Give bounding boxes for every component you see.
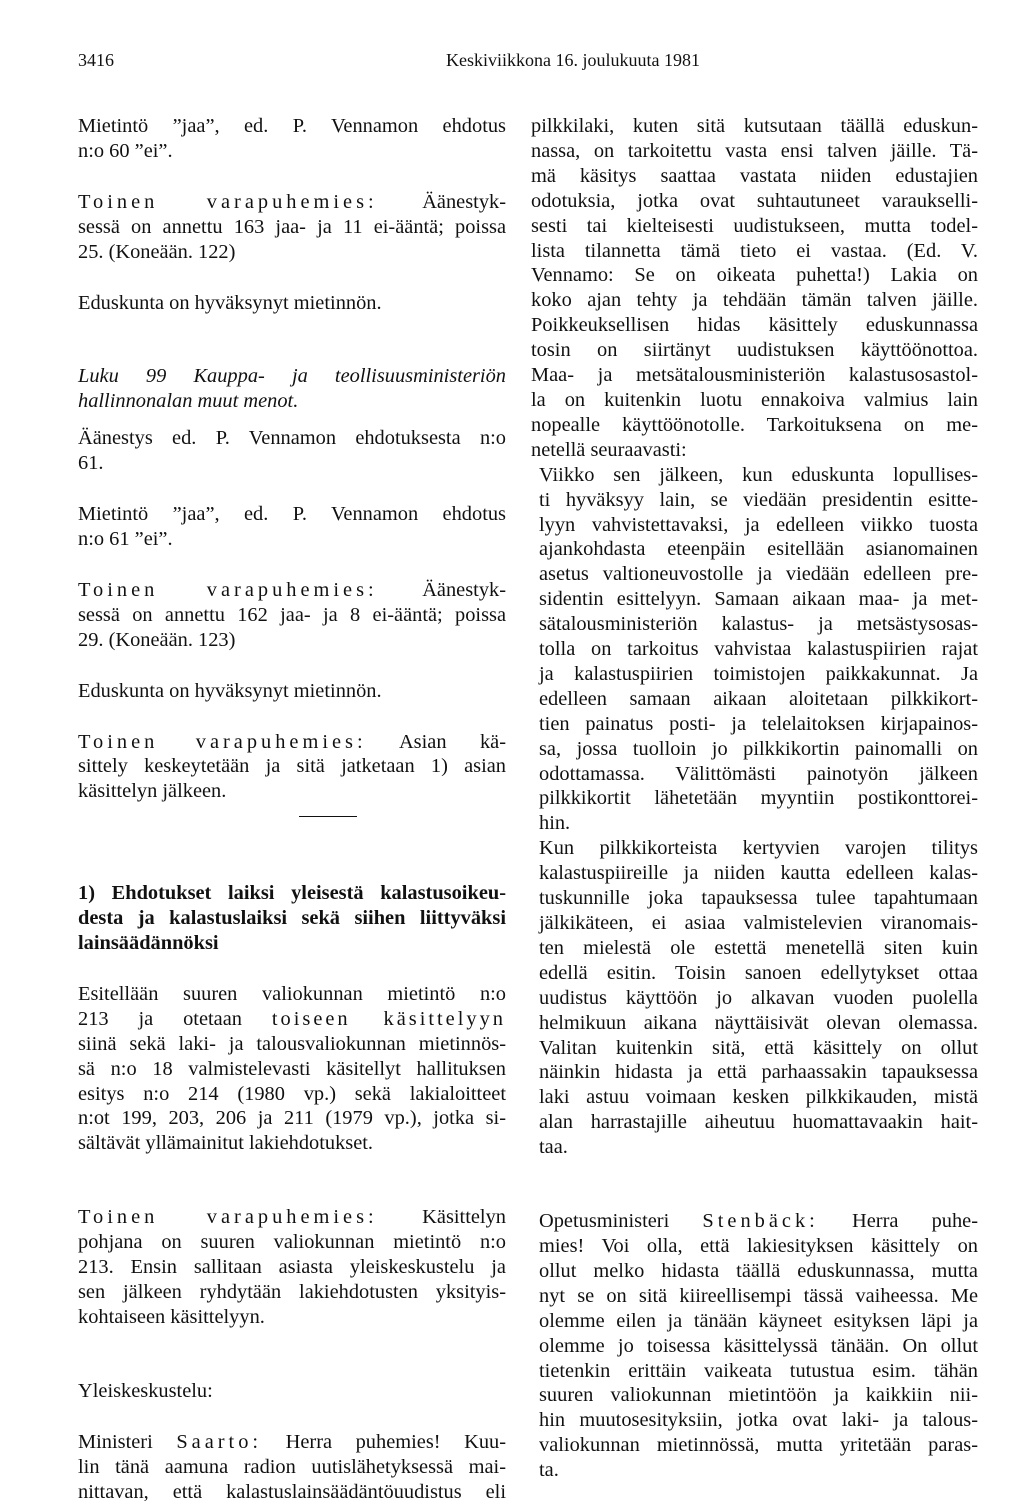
text-line: edelleen samaan aikaan aloitetaan pilkkikort- bbox=[539, 687, 978, 710]
text-line: hin muutosesityksiin, jotka ovat laki- ja talous- bbox=[539, 1409, 978, 1432]
text-line: ten mielestä ole estettä menetellä siten kuin bbox=[539, 936, 978, 959]
text-line: hin. bbox=[539, 812, 571, 835]
text-line: Esitellään suuren valiokunnan mietintö n:o bbox=[78, 982, 506, 1005]
text-line: lin tänä aamuna radion uutislähetyksessä mai- bbox=[78, 1455, 506, 1478]
text-line: sessä on annettu 162 jaa- ja 8 ei-ääntä; poissa bbox=[78, 603, 506, 626]
text-line: Eduskunta on hyväksynyt mietinnön. bbox=[78, 291, 382, 314]
text-line: tien painatus posti- ja telelaitoksen kirjapainos- bbox=[539, 712, 978, 735]
text-line: alan harrastajille aiheutuu huomattavaakin hait- bbox=[539, 1111, 978, 1134]
paragraph bbox=[78, 578, 506, 653]
text-line: sidentin esittelyyn. Samaan aikaan maa- ja met- bbox=[539, 588, 978, 611]
paragraph bbox=[78, 982, 506, 1156]
item-heading bbox=[78, 881, 506, 956]
text-line: sä n:o 18 valmistelevasti käsitellyt hallituksen bbox=[78, 1057, 506, 1080]
text-line: nyt se on sitä kiireellisempi tässä vaiheessa. Me bbox=[539, 1284, 978, 1307]
text-line: ta. bbox=[539, 1459, 559, 1482]
text-line: 1) Ehdotukset laiksi yleisestä kalastusoikeu- bbox=[78, 882, 506, 905]
text-line: koko ajan tehty ja tehdään tämän talven jäille. bbox=[531, 289, 978, 312]
text-line: tolla on tarkoitus vahvistaa kalastuspiirien rajat bbox=[539, 638, 978, 661]
speaker-name: Stenbäck: bbox=[702, 1210, 819, 1233]
text-line bbox=[78, 1430, 506, 1455]
paragraph bbox=[78, 1379, 506, 1404]
text-line: näinkin hidasta ja että parhaassakin tapauksessa bbox=[539, 1061, 978, 1084]
text-line: ajankohdasta eteenpäin esitellään asianomainen bbox=[539, 538, 978, 561]
speaker-name: Toinen varapuhemies: bbox=[78, 1206, 378, 1229]
text-line: Eduskunta on hyväksynyt mietinnön. bbox=[78, 679, 382, 702]
paragraph bbox=[78, 426, 506, 476]
text-line: sen jälkeen ryhdytään lakiehdotusten yksityis- bbox=[78, 1281, 506, 1303]
text-line: käsittelyn jälkeen. bbox=[78, 780, 227, 803]
text-line: Poikkeuksellisen hidas käsittely eduskunnassa bbox=[531, 314, 978, 337]
text-span: Herra puhemies! Kuu- bbox=[262, 1430, 506, 1453]
text-line: tosin on siirtänyt uudistuksen käyttöönottoa. bbox=[531, 339, 978, 362]
section-label: Yleiskeskustelu: bbox=[78, 1379, 213, 1402]
text-line: 29. (Koneään. 123) bbox=[78, 628, 236, 651]
speaker-name: Toinen varapuhemies: bbox=[78, 730, 367, 753]
speaker-name: Toinen varapuhemies: bbox=[78, 190, 378, 213]
text-line: Maa- ja metsätalousministeriön kalastusosastol- bbox=[531, 364, 978, 387]
text-line: suuren valiokunnan mietintöön ja kaikkiin nii- bbox=[539, 1384, 978, 1407]
text-line bbox=[78, 730, 506, 755]
paragraph bbox=[78, 1205, 506, 1330]
text-line bbox=[78, 1007, 506, 1032]
text-line: lyyn vahvistettavaksi, ja edelleen viikko tuosta bbox=[539, 513, 978, 536]
text-span: Äänestyk- bbox=[377, 190, 506, 213]
text-line: tietenkin erittäin vaikeata tutustua esim. tähän bbox=[539, 1359, 978, 1382]
text-line: mies! Voi olla, että lakiesityksen käsittely on bbox=[539, 1234, 978, 1257]
paragraph bbox=[78, 679, 506, 704]
left-column bbox=[78, 114, 506, 1504]
text-line: asetus valtioneuvostolle ja viedään edelleen pre- bbox=[539, 563, 978, 586]
text-line: Luku 99 Kauppa- ja teollisuusministeriön bbox=[78, 365, 506, 388]
text-span: Äänestyk- bbox=[377, 578, 506, 601]
text-line: esitys n:o 214 (1980 vp.) sekä lakialoitteet bbox=[78, 1082, 506, 1105]
text-line: tuskunnille joka tapauksessa tulee tapahtumaan bbox=[539, 887, 978, 910]
text-line: 61. bbox=[78, 452, 104, 475]
header-date: Keskiviikkona 16. joulukuuta 1981 bbox=[446, 50, 700, 70]
text-span: Käsittelyn bbox=[377, 1206, 506, 1229]
text-line: ja kalastuspiirien toimistojen paikkakunnat. Ja bbox=[539, 662, 978, 685]
text-line: sa, jossa tuolloin jo pilkkikortin painomalli on bbox=[539, 737, 978, 760]
paragraph bbox=[78, 190, 506, 265]
text-line: nassa, on tarkoitettu vasta ensi talven jäille. Tä- bbox=[531, 139, 978, 162]
text-line: odottamassa. Välittömästi painotyön jälkeen bbox=[539, 762, 978, 785]
paragraph bbox=[78, 502, 506, 552]
text-line: Mietintö ”jaa”, ed. P. Vennamon ehdotus bbox=[78, 503, 506, 526]
text-line: odotuksia, jotka ovat suhtautuneet varaukselli- bbox=[531, 189, 978, 212]
speaker-name: Toinen varapuhemies: bbox=[78, 578, 378, 601]
text-line: taa. bbox=[539, 1136, 568, 1159]
page-number: 3416 bbox=[78, 50, 114, 70]
separator-rule bbox=[299, 816, 357, 817]
text-line: pilkkikortit lähetetään myyntiin postikonttorei- bbox=[539, 787, 978, 810]
text-line: lainsäädännöksi bbox=[78, 932, 219, 955]
text-line bbox=[539, 1209, 978, 1234]
text-line bbox=[78, 190, 506, 215]
text-line: Äänestys ed. P. Vennamon ehdotuksesta n:o bbox=[78, 427, 506, 450]
text-line: sessä on annettu 163 jaa- ja 11 ei-ääntä; poissa bbox=[78, 215, 506, 238]
text-line: lista tilannetta tämä tieto ei vastaa. (Ed. V. bbox=[531, 239, 978, 262]
paragraph bbox=[531, 114, 978, 463]
text-line: mä käsitys saattaa vastata niiden edustajien bbox=[531, 164, 978, 187]
paragraph bbox=[78, 730, 506, 805]
text-line: helmikuun aikana näyttäisivät olevan olemassa. bbox=[539, 1011, 978, 1034]
text-line: la on kuitenkin luotu ennakoiva valmius lain bbox=[531, 388, 978, 411]
text-line: desta ja kalastuslaiksi sekä siihen liittyväksi bbox=[78, 907, 506, 930]
text-line: valiokunnan mietinnössä, mutta yritetään paras- bbox=[539, 1434, 978, 1457]
page-header bbox=[78, 50, 978, 80]
text-line: n:o 61 ”ei”. bbox=[78, 527, 173, 550]
text-line: uudistus käyttöön jo alkavan vuoden puolella bbox=[539, 986, 978, 1009]
text-line: sittely keskeytetään ja sitä jatketaan 1) asian bbox=[78, 755, 506, 778]
text-span: Herra puhe- bbox=[818, 1210, 978, 1233]
paragraph bbox=[531, 836, 978, 1160]
right-column bbox=[531, 114, 978, 1483]
text-line: pohjana on suuren valiokunnan mietintö n:o bbox=[78, 1231, 506, 1254]
text-line: ti hyväksyy lain, se viedään presidentin esitte- bbox=[539, 488, 978, 511]
paragraph bbox=[531, 1209, 978, 1483]
text-line: 213. Ensin sallitaan asiasta yleiskeskustelu ja bbox=[78, 1256, 506, 1279]
text-line: siinä sekä laki- ja talousvaliokunnan mietinnös- bbox=[78, 1032, 506, 1055]
text-line: olemme eilen ja tänään käyneet esityksen läpi ja bbox=[539, 1309, 978, 1332]
text-line: sesti tai kielteisesti uudistukseen, mutta todel- bbox=[531, 214, 978, 237]
speaker-name: Saarto: bbox=[176, 1430, 263, 1453]
text-line: laki astuu voimaan kesken pilkkikauden, mistä bbox=[539, 1086, 978, 1109]
text-span: Asian kä- bbox=[366, 730, 506, 753]
text-span: Ministeri bbox=[78, 1430, 177, 1453]
text-line: n:o 60 ”ei”. bbox=[78, 139, 173, 162]
text-line: Mietintö ”jaa”, ed. P. Vennamon ehdotus bbox=[78, 115, 506, 137]
text-line: pilkkilaki, kuten sitä kutsutaan täällä eduskun- bbox=[531, 115, 978, 137]
paragraph bbox=[531, 463, 978, 837]
text-line: Viikko sen jälkeen, kun eduskunta lopullises- bbox=[539, 463, 978, 486]
text-line: nittavan, että kalastuslainsäädäntöuudistus eli bbox=[78, 1480, 506, 1503]
spaced-text: toiseen käsittelyyn bbox=[271, 1007, 506, 1030]
text-line: netellä seuraavasti: bbox=[531, 438, 687, 461]
text-line: kalastuspiireille ja niiden kautta edelleen kalas- bbox=[539, 862, 978, 885]
section-heading-italic bbox=[78, 364, 506, 414]
paragraph bbox=[78, 291, 506, 316]
text-line: nopealle käyttöönotolle. Tarkoituksena on me- bbox=[531, 413, 978, 436]
text-line: n:ot 199, 203, 206 ja 211 (1979 vp.), jotka si- bbox=[78, 1107, 506, 1130]
text-line: Valitan kuitenkin sitä, että käsittely on ollut bbox=[539, 1036, 978, 1059]
text-line: hallinnonalan muut menot. bbox=[78, 390, 299, 413]
text-line: Vennamo: Se on oikeata puhetta!) Lakia on bbox=[531, 264, 978, 287]
text-line: 25. (Koneään. 122) bbox=[78, 240, 236, 263]
paragraph bbox=[78, 1430, 506, 1505]
text-span: Opetusministeri bbox=[539, 1210, 703, 1233]
text-line: kohtaiseen käsittelyyn. bbox=[78, 1305, 265, 1328]
text-line bbox=[78, 1205, 506, 1230]
text-line: Kun pilkkikorteista kertyvien varojen tilitys bbox=[539, 837, 978, 860]
text-line: jälkikäteen, ei asiaa valmistelevien viranomais- bbox=[539, 912, 978, 934]
text-line: ollut melko hidasta täällä eduskunnassa, mutta bbox=[539, 1259, 978, 1282]
text-line bbox=[78, 578, 506, 603]
text-line: edellä esitin. Toisin sanoen edellytykset ottaa bbox=[539, 961, 978, 984]
text-line: sältävät yllämainitut lakiehdotukset. bbox=[78, 1132, 374, 1155]
text-line: sätalousministeriön kalastus- ja metsästysosas- bbox=[539, 613, 978, 636]
text-span: 213 ja otetaan bbox=[78, 1007, 272, 1030]
text-line: olemme jo toisessa käsittelyssä tänään. On ollut bbox=[539, 1334, 978, 1357]
paragraph bbox=[78, 114, 506, 164]
